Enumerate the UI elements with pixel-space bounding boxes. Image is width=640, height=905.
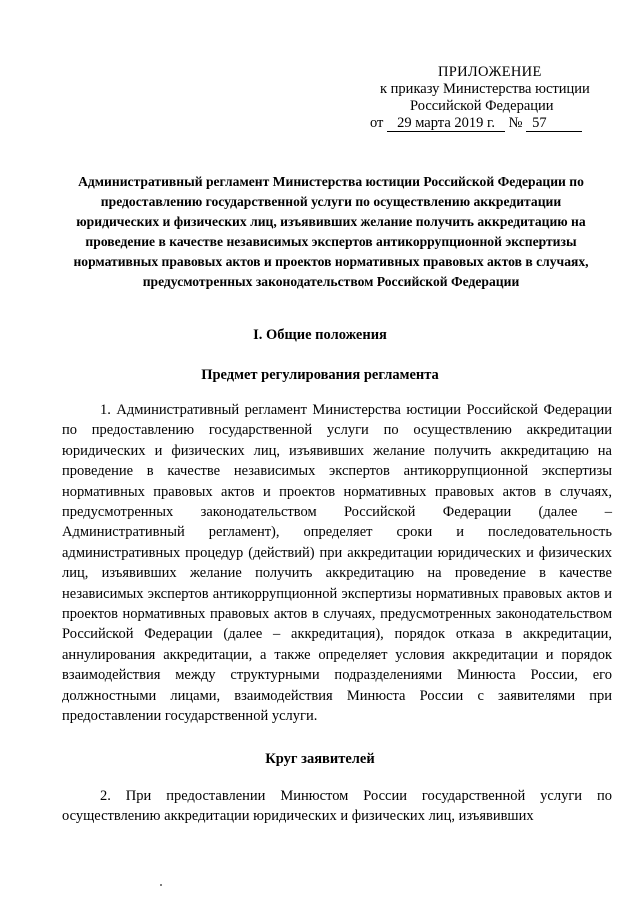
section-heading: I. Общие положения <box>253 327 387 343</box>
paragraph-2: 2. При предоставлении Минюстом России государственной услуги по осуществлению аккредитации юридических и физических лиц, изъявивших <box>62 788 612 825</box>
document-title: Административный регламент Министерства юстиции Российской Федерации по предоставлению государственной услуги по осуществлению аккредитации юридических и физических лиц, изъявивших желание получить аккредитацию на проведение в качестве независимых экспертов антикоррупционной экспертизы нормативных правовых актов и проектов нормативных правовых актов в случаях, предусмотренных законодательством Российской Федерации <box>73 174 589 289</box>
appendix-federation-line: Российской Федерации <box>410 98 554 114</box>
appendix-block <box>350 64 610 132</box>
appendix-order-line: к приказу Министерства юстиции <box>380 81 590 97</box>
appendix-title: ПРИЛОЖЕНИЕ <box>438 64 542 80</box>
from-label: от <box>370 115 384 131</box>
paragraph-1: 1. Административный регламент Министерства юстиции Российской Федерации по предоставлению государственной услуги по осуществлению аккредитации юридических и физических лиц, изъявивших желание получить аккредитацию на проведение в качестве независимых экспертов антикоррупционной экспертизы нормативных правовых актов и проектов нормативных правовых актов в случаях, предусмотренных законодательством Российской Федерации (далее – Административный регламент), определяет сроки и последовательность административных процедур (действий) при аккредитации юридических и физических лиц, изъявивших желание получить аккредитацию на проведение в качестве независимых экспертов антикоррупционной экспертизы нормативных правовых актов и проектов нормативных правовых актов в случаях, предусмотренных законодательством Российской Федерации (далее – аккредитация), порядок отказа в аккредитации, аннулирования аккредитации, а также определяет условия аккредитации и порядок взаимодействия между структурными подразделениями Минюста России, его должностными лицами, взаимодействия Минюста России с заявителями при предоставлении государственной услуги. <box>62 402 612 725</box>
number-label: № <box>508 115 523 131</box>
applicants-heading: Круг заявителей <box>265 751 375 767</box>
order-date: 29 марта 2019 г. <box>387 116 505 132</box>
subsection-heading: Предмет регулирования регламента <box>201 367 439 383</box>
appendix-date-line <box>350 115 610 132</box>
scan-speck <box>160 884 162 886</box>
order-number: 57 <box>526 116 582 132</box>
